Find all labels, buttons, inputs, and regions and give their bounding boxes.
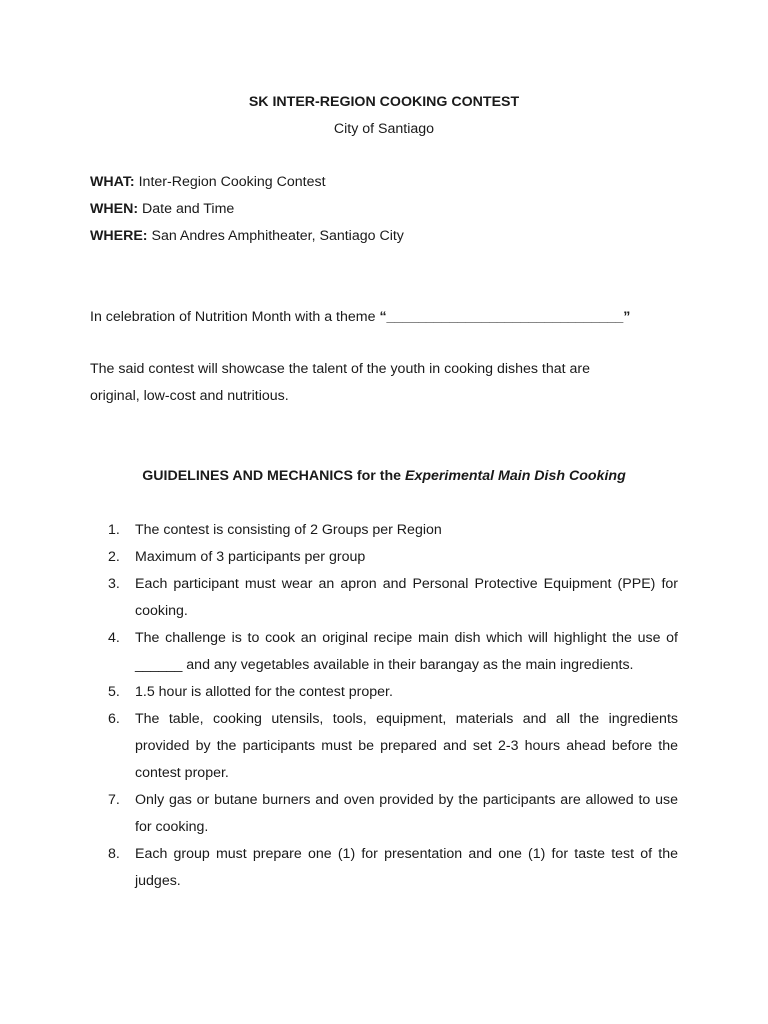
guidelines-title-italic: Experimental Main Dish Cooking — [405, 468, 626, 484]
list-item-text: Only gas or butane burners and oven provided by the participants are allowed to use for cooking. — [135, 792, 678, 835]
showcase-line-2: original, low-cost and nutritious. — [90, 388, 289, 404]
list-item — [108, 517, 678, 544]
list-item — [108, 625, 678, 679]
list-item-text: 1.5 hour is allotted for the contest proper. — [135, 684, 393, 700]
when-line — [90, 201, 234, 217]
theme-blank: “______________________________” — [379, 309, 631, 325]
list-item-number: 7. — [108, 792, 120, 808]
list-item — [108, 841, 678, 895]
showcase-line-1: The said contest will showcase the talent of the youth in cooking dishes that are — [90, 361, 591, 377]
what-label: WHAT: — [90, 174, 135, 190]
list-item-text: Each group must prepare one (1) for presentation and one (1) for taste test of the judges. — [135, 846, 678, 889]
document-subtitle: City of Santiago — [333, 121, 435, 137]
list-item-number: 4. — [108, 630, 120, 646]
list-item-number: 8. — [108, 846, 120, 862]
celebration-line — [90, 309, 630, 325]
list-item-text: The challenge is to cook an original recipe main dish which will highlight the use of ______ and any vegetables available in their barangay as the main ingredients. — [135, 630, 678, 673]
where-line — [90, 228, 404, 244]
celebration-text: In celebration of Nutrition Month with a theme — [90, 309, 376, 325]
list-item-text: Maximum of 3 participants per group — [135, 549, 366, 565]
list-item-number: 1. — [108, 522, 120, 538]
guidelines-title — [0, 468, 768, 484]
list-item-text: Each participant must wear an apron and Personal Protective Equipment (PPE) for cooking. — [135, 576, 678, 619]
where-value: San Andres Amphitheater, Santiago City — [151, 228, 404, 244]
guidelines-title-bold: GUIDELINES AND MECHANICS for the — [142, 468, 402, 484]
when-label: WHEN: — [90, 201, 139, 217]
list-item-number: 3. — [108, 576, 120, 592]
document-title: SK INTER-REGION COOKING CONTEST — [248, 94, 520, 110]
where-label: WHERE: — [90, 228, 148, 244]
list-item — [108, 571, 678, 625]
list-item-number: 2. — [108, 549, 120, 565]
list-item — [108, 706, 678, 787]
list-item-text: The contest is consisting of 2 Groups per Region — [135, 522, 442, 538]
when-value: Date and Time — [142, 201, 235, 217]
guidelines-list — [108, 517, 678, 895]
what-value: Inter-Region Cooking Contest — [138, 174, 326, 190]
list-item — [108, 787, 678, 841]
what-line — [90, 174, 326, 190]
list-item-text: The table, cooking utensils, tools, equipment, materials and all the ingredients provided by the participants must be prepared and set 2-3 hours ahead before the contest proper. — [135, 711, 678, 781]
list-item-number: 6. — [108, 711, 120, 727]
list-item — [108, 679, 678, 706]
list-item — [108, 544, 678, 571]
list-item-number: 5. — [108, 684, 120, 700]
